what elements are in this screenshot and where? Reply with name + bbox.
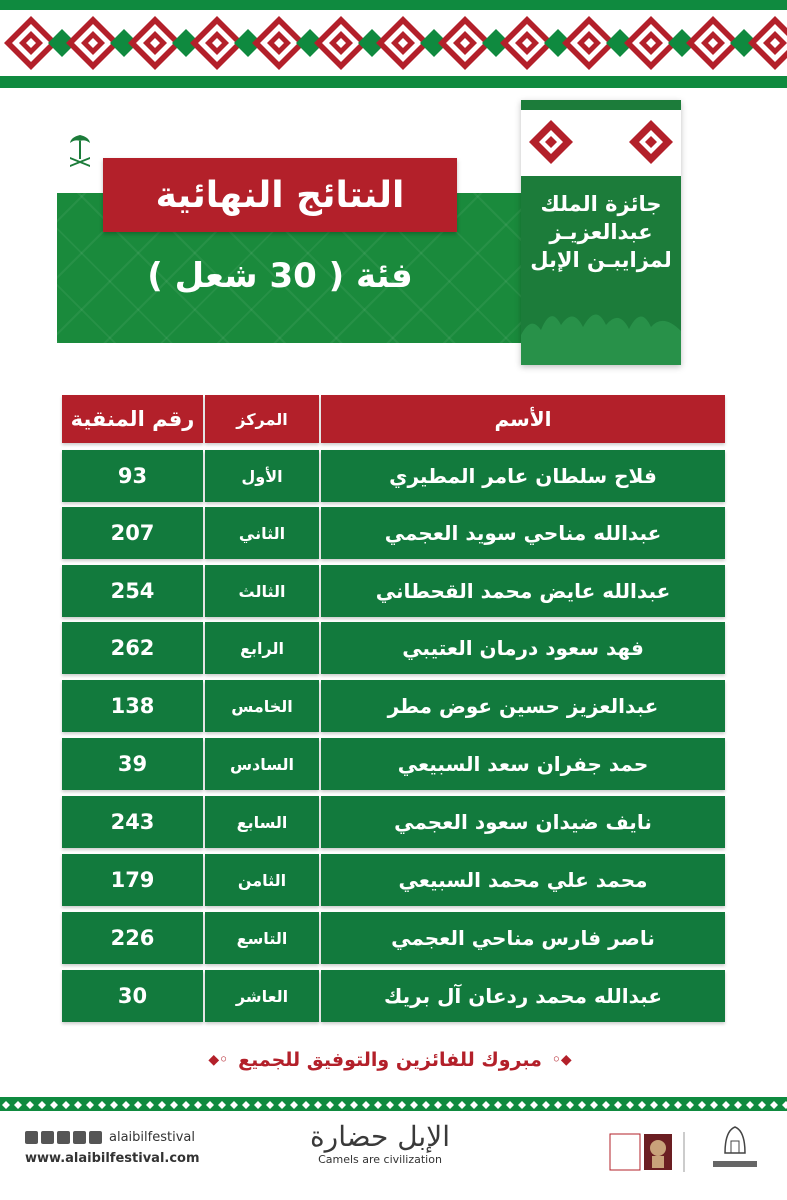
row-number: 254: [62, 565, 203, 617]
row-name: فلاح سلطان عامر المطيري: [321, 450, 725, 502]
row-rank: الرابع: [205, 622, 319, 674]
slogan-english: Camels are civilization: [318, 1153, 442, 1166]
row-number: 30: [62, 970, 203, 1022]
bottom-pattern-band: [0, 1097, 787, 1111]
badge-pattern: [521, 100, 681, 190]
row-rank: الخامس: [205, 680, 319, 732]
instagram-icon[interactable]: [41, 1131, 54, 1144]
row-name: فهد سعود درمان العتيبي: [321, 622, 725, 674]
slogan-arabic: الإبل حضارة: [310, 1120, 450, 1153]
snapchat-icon[interactable]: [57, 1131, 70, 1144]
award-badge: [521, 100, 681, 365]
facebook-icon[interactable]: [89, 1131, 102, 1144]
row-name: عبدالله عايض محمد القحطاني: [321, 565, 725, 617]
row-rank: السادس: [205, 738, 319, 790]
row-number: 262: [62, 622, 203, 674]
badge-line-2: عبدالعزيـز: [549, 220, 653, 244]
row-name: ناصر فارس مناحي العجمي: [321, 912, 725, 964]
row-number: 226: [62, 912, 203, 964]
badge-line-1: جائزة الملك: [540, 192, 662, 216]
row-number: 179: [62, 854, 203, 906]
header-rank: المركز: [205, 395, 319, 443]
row-name: نايف ضيدان سعود العجمي: [321, 796, 725, 848]
social-handle[interactable]: alaibilfestival: [109, 1130, 195, 1145]
row-name: عبدالعزيز حسين عوض مطر: [321, 680, 725, 732]
row-name: عبدالله محمد ردعان آل بريك: [321, 970, 725, 1022]
row-rank: الثامن: [205, 854, 319, 906]
row-rank: التاسع: [205, 912, 319, 964]
row-number: 138: [62, 680, 203, 732]
row-name: محمد علي محمد السبيعي: [321, 854, 725, 906]
row-rank: الثالث: [205, 565, 319, 617]
category-title: فئة ( 30 شعل ): [147, 256, 413, 296]
header-number: رقم المنقية: [62, 395, 203, 443]
row-number: 243: [62, 796, 203, 848]
congratulations-text: مبروك للفائزين والتوفيق للجميع: [238, 1049, 542, 1071]
twitter-icon[interactable]: [25, 1131, 38, 1144]
palm-swords-emblem-icon: [67, 133, 93, 171]
website-url[interactable]: www.alaibilfestival.com: [25, 1151, 200, 1166]
row-rank: العاشر: [205, 970, 319, 1022]
top-pattern-band: [0, 0, 787, 88]
diamond-right-icon: ◦◆: [551, 1052, 572, 1068]
header-name: الأسم: [321, 395, 725, 443]
row-name: حمد جفران سعد السبيعي: [321, 738, 725, 790]
row-number: 93: [62, 450, 203, 502]
row-rank: الثاني: [205, 507, 319, 559]
slogan-logo: [300, 1120, 460, 1166]
king-abdulaziz-foundation-logo: [705, 1123, 765, 1178]
row-rank: الأول: [205, 450, 319, 502]
footer-social: [25, 1130, 225, 1166]
row-rank: السابع: [205, 796, 319, 848]
row-number: 207: [62, 507, 203, 559]
badge-line-3: لمزايبـن الإبل: [530, 248, 672, 272]
crowd-silhouette: [521, 295, 681, 365]
badge-text: [521, 190, 681, 274]
diamond-left-icon: ◆◦: [208, 1052, 229, 1068]
festival-logo: [608, 1130, 698, 1175]
row-name: عبدالله مناحي سويد العجمي: [321, 507, 725, 559]
row-number: 39: [62, 738, 203, 790]
youtube-icon[interactable]: [73, 1131, 86, 1144]
congratulations-line: [180, 1043, 600, 1077]
page-title: النتائج النهائية: [103, 158, 457, 232]
